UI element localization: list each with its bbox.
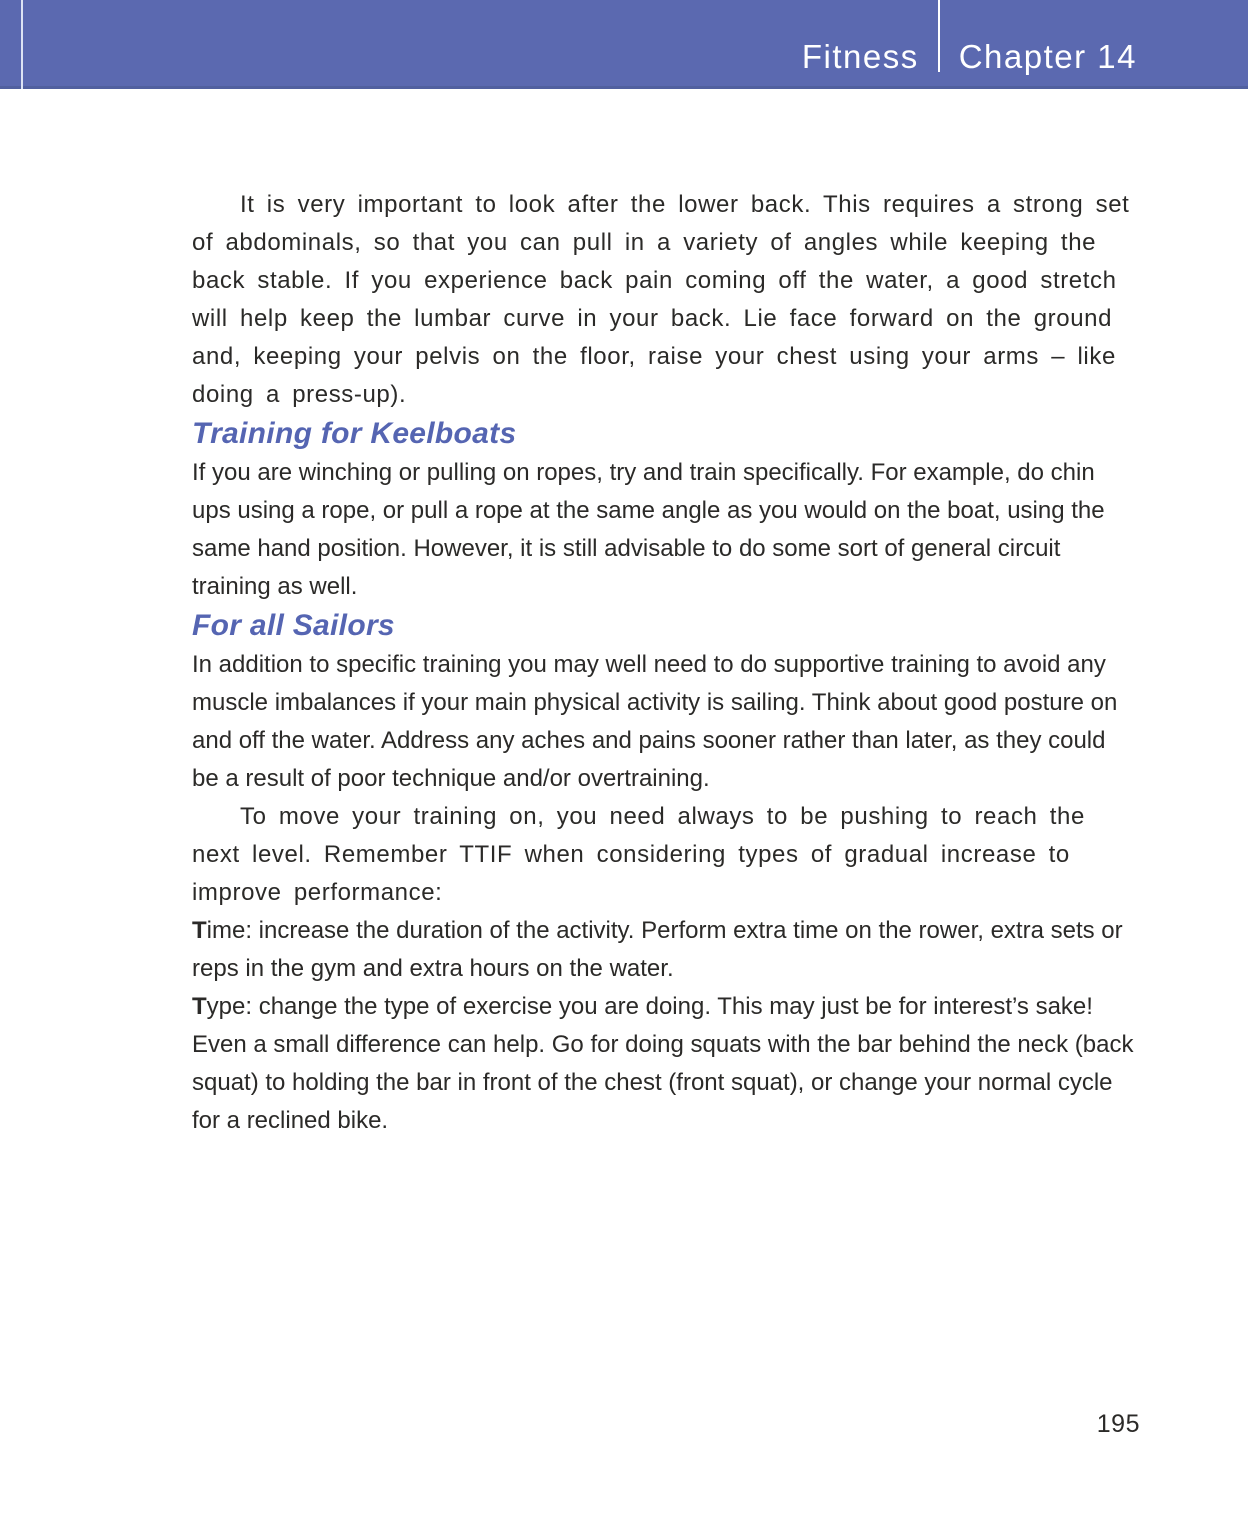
section-title: Fitness: [801, 38, 919, 75]
section-heading-training-for-keelboats: Training for Keelboats: [192, 417, 517, 450]
time-paragraph-text: ime: increase the duration of the activity. Perform extra time on the rower, extra sets or reps in the gym and extra hours on the water.: [192, 917, 1123, 982]
all-sailors-paragraph: In addition to specific training you may well need to do supportive training to avoid any muscle imbalances if your main physical activity is sailing. Think about good posture on and off the water. Address any aches and pains sooner rather than later, as they could be a result of poor technique and/or overtraining.: [192, 651, 1118, 792]
chapter-title: Chapter 14: [958, 38, 1137, 75]
ttif-time-paragraph: [192, 912, 1138, 988]
left-accent-line: [21, 0, 23, 89]
page-content: [192, 186, 1138, 1140]
type-paragraph-text: ype: change the type of exercise you are doing. This may just be for interest’s sake! Even a small difference can help. Go for doing squats with the bar behind the neck (back squat) to holding the bar in front of the chest (front squat), or change your normal cycle for a reclined bike.: [192, 993, 1134, 1134]
ttif-type-paragraph: [192, 988, 1138, 1140]
ttif-intro-paragraph: To move your training on, you need always to be pushing to reach the next level. Remember TTIF when considering types of gradual increase to improve performance:: [192, 803, 1085, 906]
header-title-group: [802, 0, 1137, 86]
intro-paragraph: It is very important to look after the lower back. This requires a strong set of abdominals, so that you can pull in a variety of angles while keeping the back stable. If you experience back pain coming off the water, a good stretch will help keep the lumbar curve in your back. Lie face forward on the ground and, keeping your pelvis on the floor, raise your chest using your arms – like doing a press-up).: [192, 191, 1130, 408]
section-heading-for-all-sailors: For all Sailors: [192, 609, 395, 642]
keelboats-paragraph: If you are winching or pulling on ropes, try and train specifically. For example, do chin ups using a rope, or pull a rope at the same angle as you would on the boat, using the same hand position. However, it is still advisable to do some sort of general circuit training as well.: [192, 459, 1105, 600]
header-divider-line: [938, 0, 940, 72]
time-bold-initial: T: [192, 917, 207, 944]
type-bold-initial: T: [192, 993, 207, 1020]
page-number: 195: [1096, 1410, 1140, 1438]
chapter-header-bar: [0, 0, 1248, 89]
